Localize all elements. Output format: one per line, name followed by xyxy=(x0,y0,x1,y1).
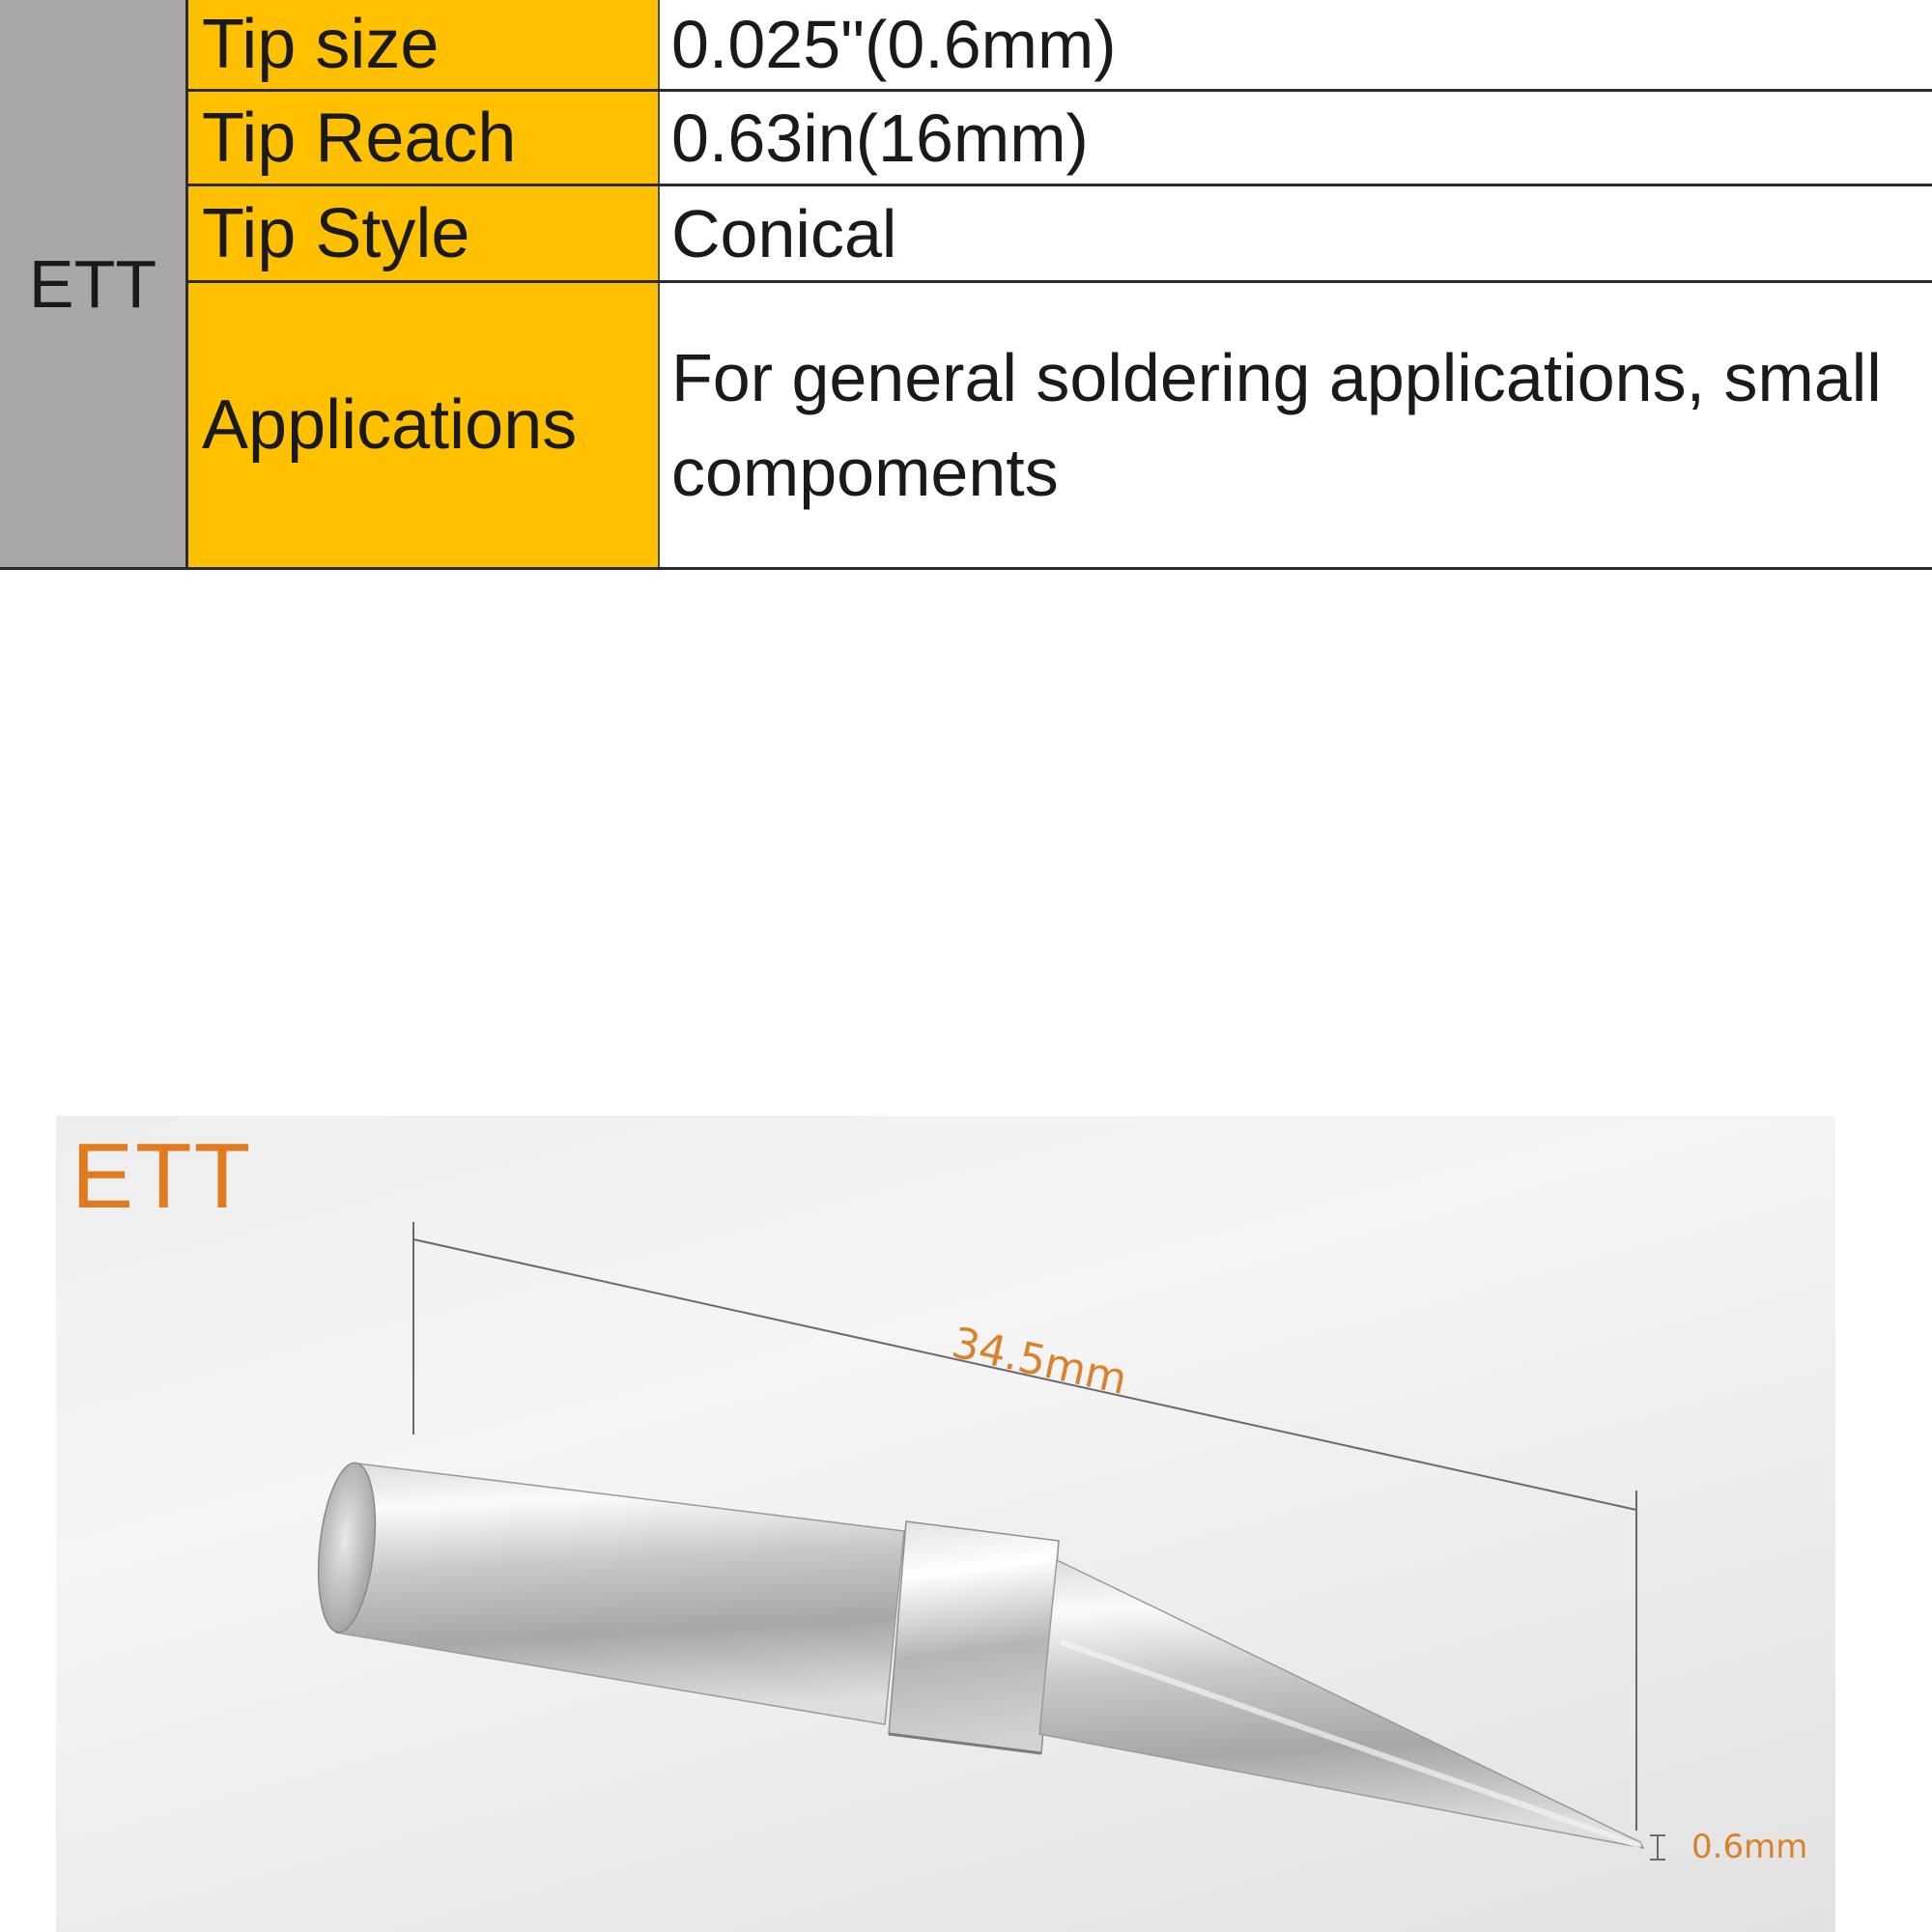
spec-label: Applications xyxy=(188,283,660,567)
soldering-tip-illustration xyxy=(56,1116,1835,1932)
model-cell: ETT xyxy=(0,0,188,567)
spec-row-tip-reach xyxy=(188,92,1932,186)
spec-label: Tip Style xyxy=(188,186,660,280)
tip-diameter-marker xyxy=(1650,1835,1665,1860)
tip-cone xyxy=(1039,1560,1643,1848)
tip-collar xyxy=(889,1521,1059,1753)
spec-row-tip-style xyxy=(188,186,1932,283)
product-photo xyxy=(56,1116,1835,1932)
tip-diameter-label: 0.6mm xyxy=(1691,1828,1808,1866)
spec-value: 0.025"(0.6mm) xyxy=(671,7,1117,82)
spec-row-tip-size xyxy=(188,0,1932,92)
spec-value: Conical xyxy=(671,195,897,271)
tip-shank xyxy=(336,1463,904,1724)
spec-label: Tip Reach xyxy=(188,92,660,184)
spec-value: For general soldering applications, small compoments xyxy=(671,340,1882,510)
photo-model-label: ETT xyxy=(71,1124,253,1228)
length-label: 34.5mm xyxy=(947,1318,1132,1406)
spec-label: Tip size xyxy=(188,0,660,89)
spec-value: 0.63in(16mm) xyxy=(671,99,1089,176)
spec-row-applications xyxy=(188,283,1932,567)
spec-table xyxy=(0,0,1932,570)
